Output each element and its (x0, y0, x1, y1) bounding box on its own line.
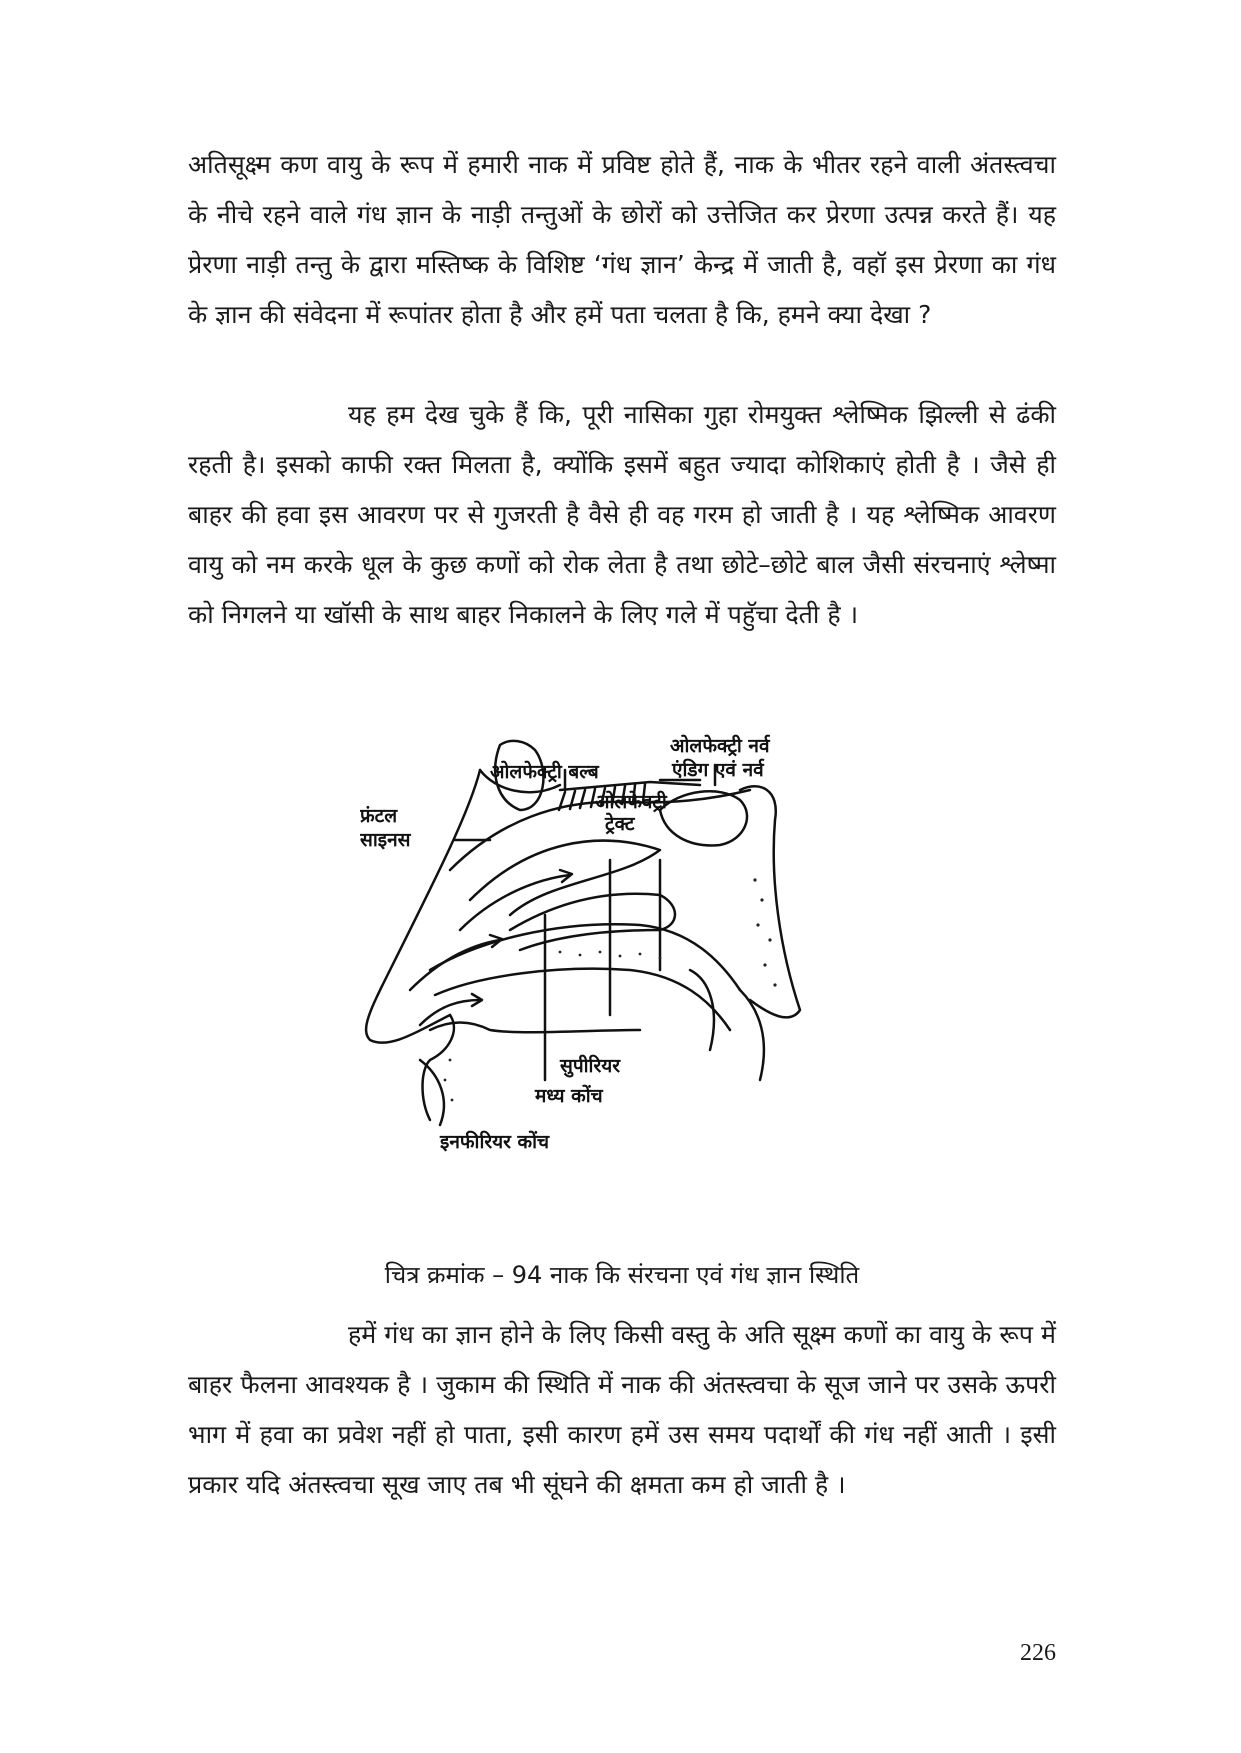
paragraph-1: अतिसूक्ष्म कण वायु के रूप में हमारी नाक में प्रविष्ट होते हैं, नाक के भीतर रहने वाली अंतस्त्वचा के नीचे रहने वाले गंध ज्ञान के नाड़ी तन्तुओं के छोरों को उत्तेजित कर प्रेरणा उत्पन्न करते हैं। यह प्रेरणा नाड़ी तन्तु के द्वारा मस्तिष्क के विशिष्ट ‘गंध ज्ञान’ केन्द्र में जाती है, वहॉ इस प्रेरणा का गंध के ज्ञान की संवेदना में रूपांतर होता है और हमें पता चलता है कि, हमने क्या देखा ? (188, 150, 1056, 329)
page-number: 226 (1020, 1640, 1056, 1666)
label-olfactory-tract-1: ओलफेक्ट्री (595, 791, 667, 813)
label-olfactory-nerve-2: एंडिग एवं नर्व (672, 759, 764, 781)
label-superior: सुपीरियर (560, 1055, 621, 1077)
label-olfactory-nerve-1: ओलफेक्ट्री नर्व (670, 735, 770, 757)
label-middle-concha: मध्य कोंच (535, 1085, 603, 1107)
paragraph-3: हमें गंध का ज्ञान होने के लिए किसी वस्तु के अति सूक्ष्म कणों का वायु के रूप में बाहर फैलना आवश्यक है । जुकाम की स्थिति में नाक की अंतस्त्वचा के सूज जाने पर उसके ऊपरी भाग में हवा का प्रवेश नहीं हो पाता, इसी कारण हमें उस समय पदार्थों की गंध नहीं आती । इसी प्रकार यदि अंतस्त्वचा सूख जाए तब भी सूंघने की क्षमता कम हो जाती है । (188, 1320, 1056, 1499)
label-frontal-sinus-2: साइनस (360, 829, 411, 851)
label-olfactory-bulb: ओलफेक्ट्री बल्ब (490, 761, 599, 783)
label-olfactory-tract-2: ट्रेक्ट (605, 813, 635, 835)
figure-caption: चित्र क्रमांक – 94 नाक कि संरचना एवं गंध ज्ञान स्थिति (384, 1261, 860, 1289)
label-frontal-sinus-1: फ्रंटल (360, 805, 398, 827)
nasal-cavity-diagram (360, 730, 920, 1210)
paragraph-2: यह हम देख चुके हैं कि, पूरी नासिका गुहा रोमयुक्त श्लेष्मिक झिल्ली से ढंकी रहती है। इसको काफी रक्त मिलता है, क्योंकि इसमें बहुत ज्यादा कोशिकाएं होती है । जैसे ही बाहर की हवा इस आवरण पर से गुजरती है वैसे ही वह गरम हो जाती है । यह श्लेष्मिक आवरण वायु को नम करके धूल के कुछ कणों को रोक लेता है तथा छोटे–छोटे बाल जैसी संरचनाएं श्लेष्मा को निगलने या खॉसी के साथ बाहर निकालने के लिए गले में पहुॅचा देती है । (188, 400, 1056, 629)
label-inferior-concha: इनफीरियर कोंच (440, 1131, 550, 1153)
